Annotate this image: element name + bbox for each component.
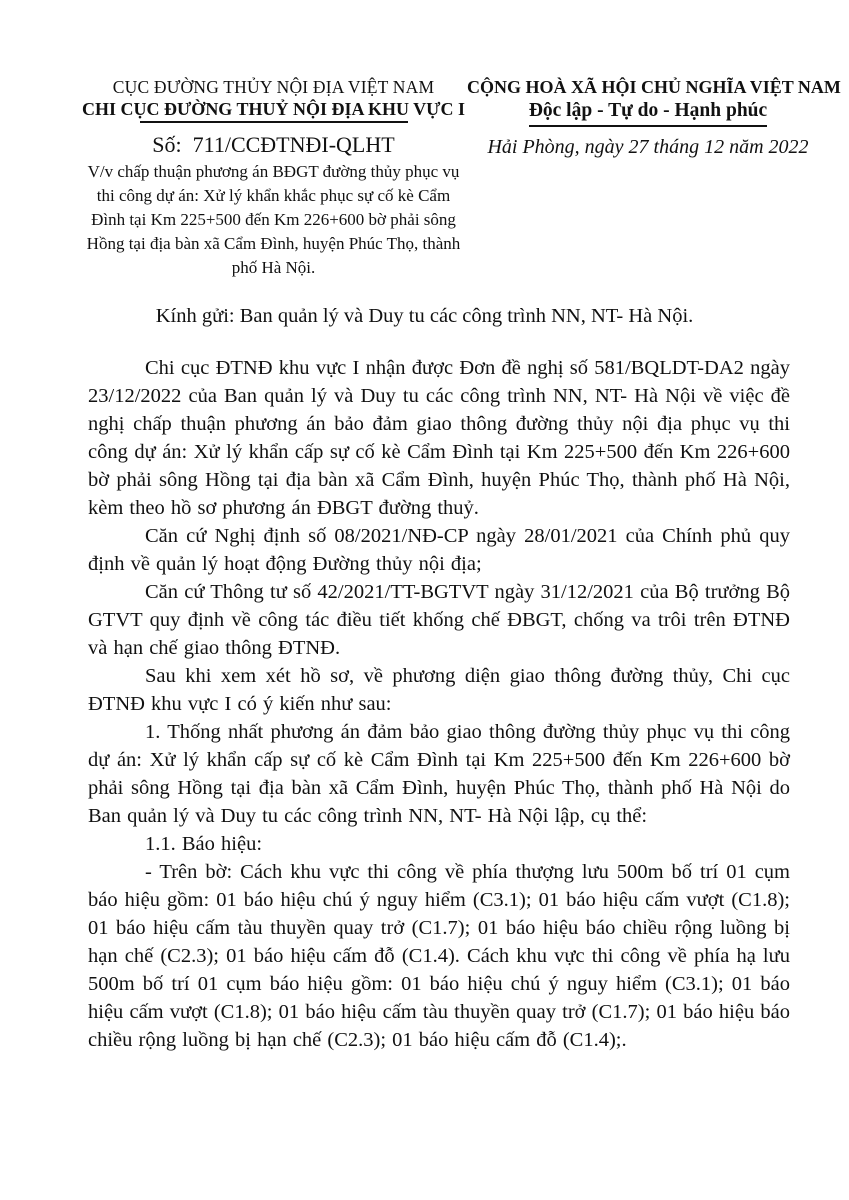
- body-paragraph: - Trên bờ: Cách khu vực thi công về phía thượng lưu 500m bố trí 01 cụm báo hiệu gồm: 01 báo hiệu chú ý nguy hiểm (C3.1); 01 báo hiệu cấm vượt (C1.8); 01 báo hiệu cấm tàu thuyền quay trở (C1.7); 01 báo hiệu báo chiều rộng luồng bị hạn chế (C2.3); 01 báo hiệu cấm đỗ (C1.4). Cách khu vực thi công về phía hạ lưu 500m bố trí 01 cụm báo hiệu gồm: 01 báo hiệu chú ý nguy hiểm (C3.1); 01 báo hiệu cấm vượt (C1.8); 01 báo hiệu cấm tàu thuyền quay trở (C1.7); 01 báo hiệu báo chiều rộng luồng bị hạn chế (C2.3); 01 báo hiệu cấm đỗ (C1.4);.: [88, 861, 790, 1051]
- place-and-date: Hải Phòng, ngày 27 tháng 12 năm 2022: [487, 136, 809, 158]
- body-paragraph-heading: 1.1. Báo hiệu:: [145, 833, 263, 855]
- document-header: [0, 0, 849, 280]
- document-body: [0, 354, 849, 1054]
- body-paragraph: Sau khi xem xét hồ sơ, về phương diện giao thông đường thủy, Chi cục ĐTNĐ khu vực I có ý kiến như sau:: [88, 665, 790, 715]
- parent-organization-name: CỤC ĐƯỜNG THỦY NỘI ĐỊA VIỆT NAM: [112, 77, 435, 97]
- issuing-agency-block: [80, 76, 467, 280]
- body-paragraph: Chi cục ĐTNĐ khu vực I nhận được Đơn đề nghị số 581/BQLDT-DA2 ngày 23/12/2022 của Ban quản lý và Duy tu các công trình NN, NT- Hà Nội về việc đề nghị chấp thuận phương án bảo đảm giao thông đường thủy nội địa phục vụ thi công dự án: Xử lý khẩn cấp sự cố kè Cẩm Đình tại Km 225+500 đến Km 226+600 bờ phải sông Hồng tại địa bàn xã Cẩm Đình, huyện Phúc Thọ, thành phố Hà Nội, kèm theo hồ sơ phương án ĐBGT đường thuỷ.: [88, 357, 790, 519]
- salutation-line: Kính gửi: Ban quản lý và Duy tu các công trình NN, NT- Hà Nội.: [155, 305, 694, 327]
- national-motto: Độc lập - Tự do - Hạnh phúc: [529, 99, 767, 127]
- document-subject: V/v chấp thuận phương án BĐGT đường thủy phục vụ thi công dự án: Xử lý khẩn khắc phục sự cố kè Cẩm Đình tại Km 225+500 đến Km 226+600 bờ phải sông Hồng tại địa bàn xã Cẩm Đình, huyện Phúc Thọ, thành phố Hà Nội.: [86, 162, 461, 277]
- national-heading-block: [467, 76, 841, 280]
- body-paragraph: Căn cứ Nghị định số 08/2021/NĐ-CP ngày 28/01/2021 của Chính phủ quy định về quản lý hoạt động Đường thủy nội địa;: [88, 525, 790, 575]
- organization-name: CHI CỤC ĐƯỜNG THUỶ NỘI ĐỊA KHU VỰC I: [81, 99, 466, 119]
- body-paragraph: 1. Thống nhất phương án đảm bảo giao thông đường thủy phục vụ thi công dự án: Xử lý khẩn cấp sự cố kè Cẩm Đình tại Km 225+500 đến Km 226+600 bờ phải sông Hồng tại địa bàn xã Cẩm Đình, huyện Phúc Thọ, thành phố Hà Nội do Ban quản lý và Duy tu các công trình NN, NT- Hà Nội lập, cụ thể:: [88, 721, 790, 827]
- organization-underline: [140, 121, 408, 123]
- body-paragraph: Căn cứ Thông tư số 42/2021/TT-BGTVT ngày 31/12/2021 của Bộ trưởng Bộ GTVT quy định về công tác điều tiết khống chế ĐBGT, chống va trôi trên ĐTNĐ và hạn chế giao thông ĐTNĐ.: [88, 581, 790, 659]
- document-number: Số: 711/CCĐTNĐI-QLHT: [152, 132, 395, 157]
- national-title: CỘNG HOÀ XÃ HỘI CHỦ NGHĨA VIỆT NAM: [467, 77, 841, 97]
